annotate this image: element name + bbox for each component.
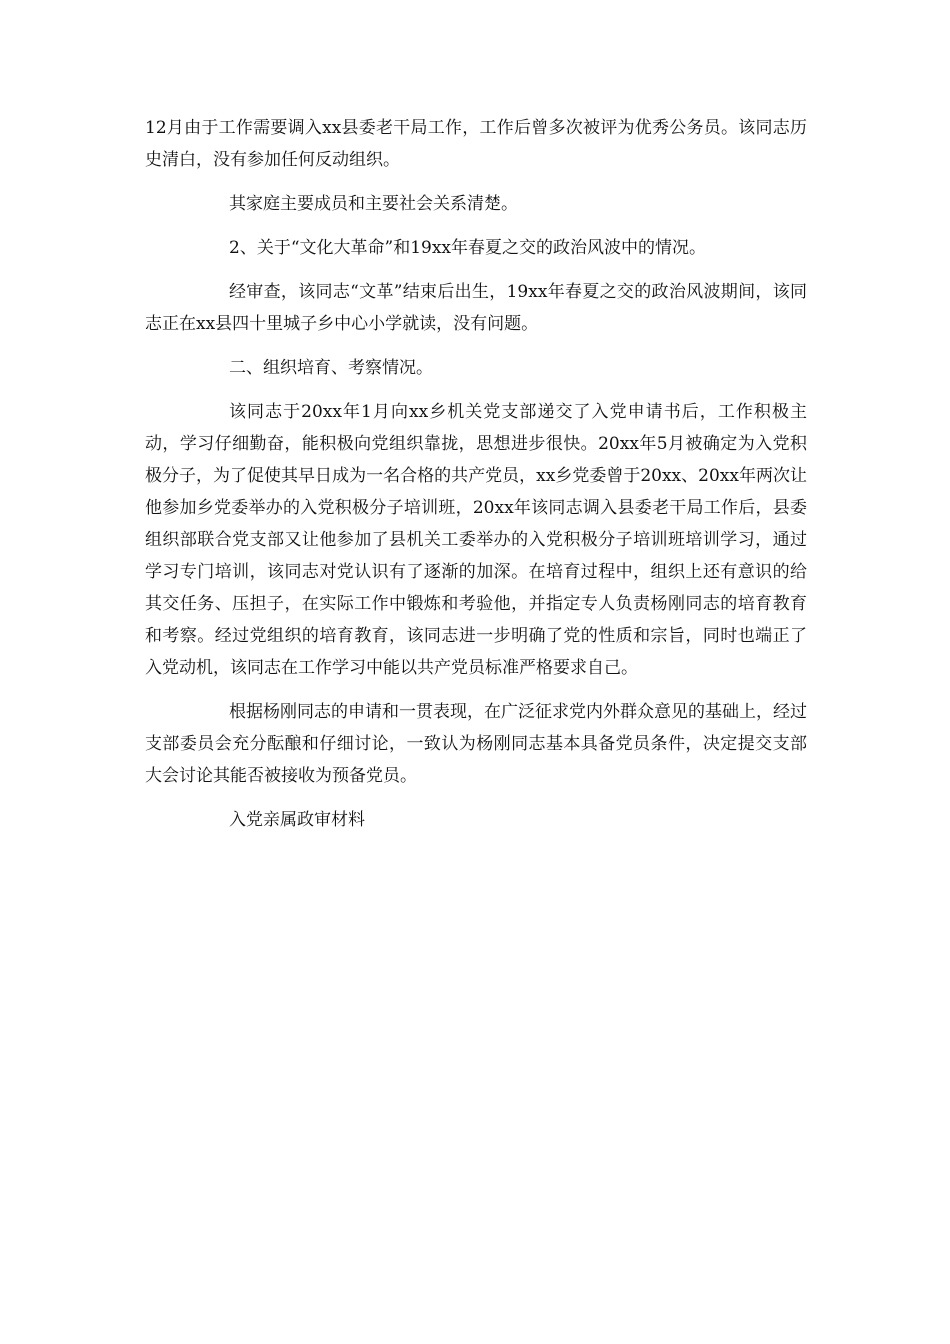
paragraph-continuation: 12月由于工作需要调入xx县委老干局工作，工作后曾多次被评为优秀公务员。该同志历史清白，没有参加任何反动组织。 [145,118,807,170]
paragraph-conclusion: 根据杨刚同志的申请和一贯表现，在广泛征求党内外群众意见的基础上，经过支部委员会充分酝酿和仔细讨论，一致认为杨刚同志基本具备党员条件，决定提交支部大会讨论其能否被接收为预备党员。 [145,702,807,786]
section-heading-cultural-revolution: 2、关于“文化大革命”和19xx年春夏之交的政治风波中的情况。 [229,238,707,258]
section-heading-training: 二、组织培育、考察情况。 [229,358,433,378]
document-body [145,112,807,848]
paragraph-training-details: 该同志于20xx年1月向xx乡机关党支部递交了入党申请书后，工作积极主动，学习仔细勤奋，能积极向党组织靠拢，思想进步很快。20xx年5月被确定为入党积极分子，为了促使其早日成为一名合格的共产党员，xx乡党委曾于20xx、20xx年两次让他参加乡党委举办的入党积极分子培训班，20xx年该同志调入县委老干局工作后，县委组织部联合党支部又让他参加了县机关工委举办的入党积极分子培训班培训学习，通过学习专门培训，该同志对党认识有了逐渐的加深。在培育过程中，组织上还有意识的给其交任务、压担子，在实际工作中锻炼和考验他，并指定专人负责杨刚同志的培育教育和考察。经过党组织的培育教育，该同志进一步明确了党的性质和宗旨，同时也端正了入党动机，该同志在工作学习中能以共产党员标准严格要求自己。 [145,402,807,678]
paragraph-review-result: 经审查，该同志“文革”结束后出生，19xx年春夏之交的政治风波期间，该同志正在xx县四十里城子乡中心小学就读，没有问题。 [145,282,807,334]
paragraph-family-relations: 其家庭主要成员和主要社会关系清楚。 [229,194,518,214]
document-subtitle: 入党亲属政审材料 [229,810,365,830]
